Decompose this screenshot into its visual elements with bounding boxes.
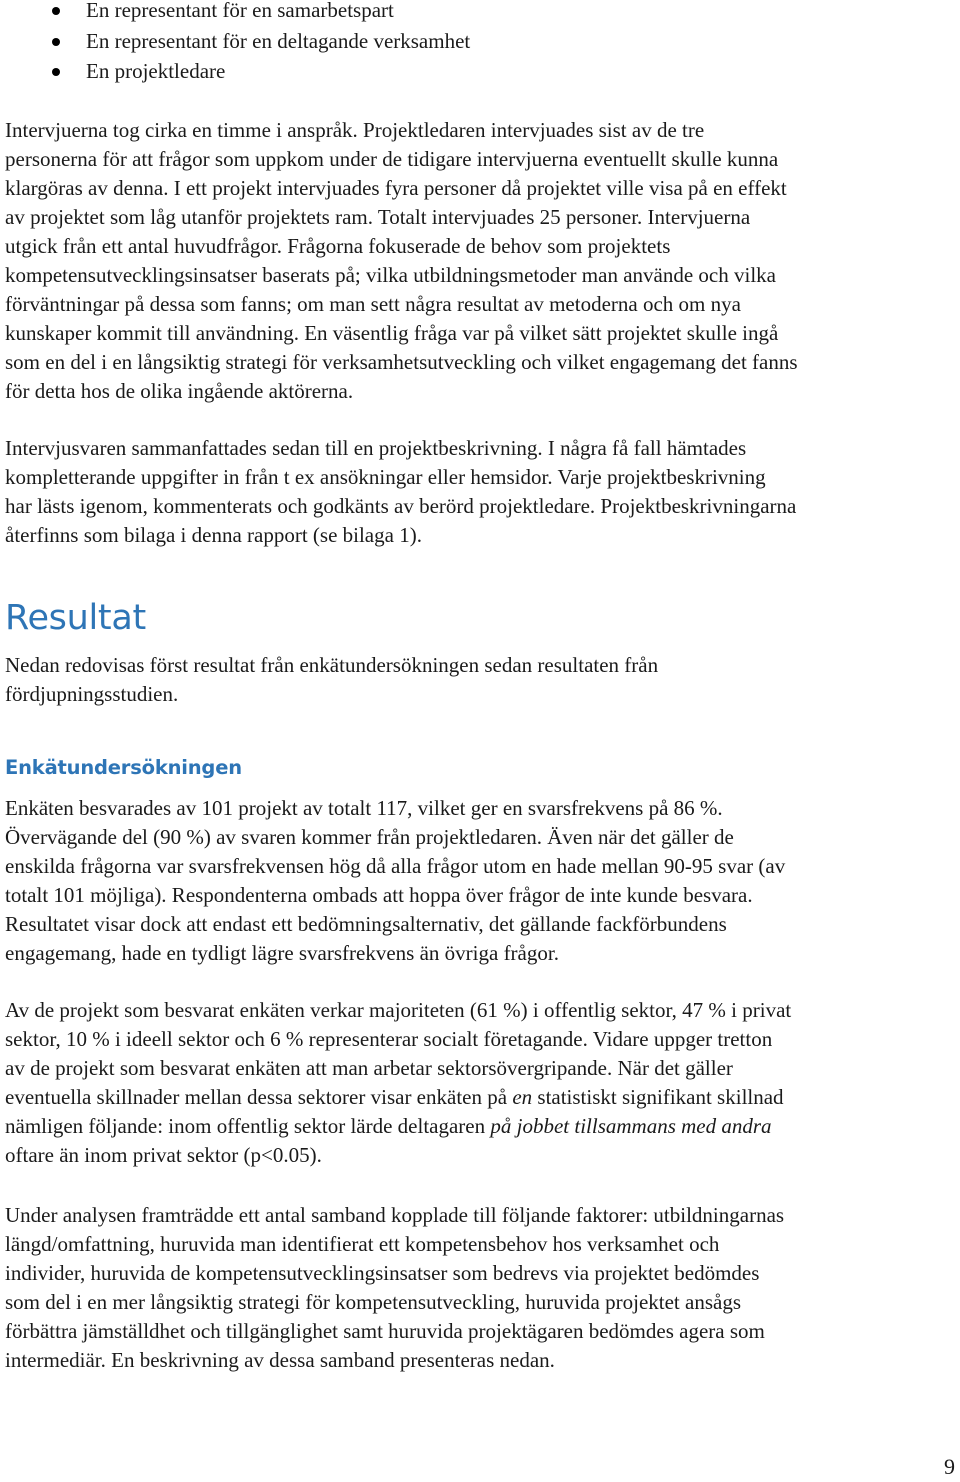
- paragraph-analysis: Under analysen framträdde ett antal samband kopplade till följande faktorer: utbildningarnas längd/omfattning, huruvida man identifierat ett kompetensbehov hos verksamhet och individer, huruvida de kompetensutvecklingsinsatser som bedrevs via projektet bedömdes som del i en mer långsiktig strategi för kompetensutveckling, huruvida projektet ansågs förbättra jämställdhet och tillgänglighet samt huruvida projektägaren bedömdes agera som intermediär. En beskrivning av dessa samband presenteras nedan.: [5, 1203, 785, 1372]
- emphasis-text: på jobbet tillsammans med andra: [490, 1114, 772, 1138]
- list-item: [0, 26, 470, 57]
- paragraph-project-descriptions: Intervjusvaren sammanfattades sedan till en projektbeskrivning. I några få fall hämtades kompletterande uppgifter in från t ex ansökningar eller hemsidor. Varje projektbeskrivning har lästs igenom, kommenterats och godkänts av berörd projektledare. Projektbeskrivningarna återfinns som bilaga i denna rapport (se bilaga 1).: [5, 436, 797, 547]
- list-item: [0, 56, 470, 87]
- text-run: statistiskt signifikant skillnad nämligen följande: inom offentlig sektor lärde deltagaren: [5, 1085, 784, 1138]
- bullet-icon: [52, 68, 60, 76]
- paragraph-survey-response: Enkäten besvarades av 101 projekt av totalt 117, vilket ger en svarsfrekvens på 86 %. Övervägande del (90 %) av svaren kommer från projektledaren. Även när det gäller de enskilda frågorna var svarsfrekvensen hög då alla frågor utom en hade mellan 90-95 svar (av totalt 101 möjliga). Respondenterna ombads att hoppa över frågor de inte kunde besvara. Resultatet visar dock att endast ett bedömningsalternativ, det gällande fackförbundens engagemang, hade en tydligt lägre svarsfrekvens än övriga frågor.: [5, 796, 786, 965]
- list-item-text: En representant för en deltagande verksamhet: [86, 28, 471, 53]
- heading-resultat: Resultat: [5, 598, 146, 638]
- list-item-text: En representant för en samarbetspart: [86, 0, 394, 22]
- bullet-icon: [52, 38, 60, 46]
- paragraph-results-intro: Nedan redovisas först resultat från enkätundersökningen sedan resultaten från fördjupningsstudien.: [5, 653, 659, 706]
- paragraph-interviews: Intervjuerna tog cirka en timme i anspråk. Projektledaren intervjuades sist av de tre personerna för att frågor som uppkom under de tidigare intervjuerna eventuellt skulle kunna klargöras av denna. I ett projekt intervjuades fyra personer då projektet ville visa på en effekt av projektet som låg utanför projektets ram. Totalt intervjuades 25 personer. Intervjuerna utgick från ett antal huvudfrågor. Frågorna fokuserade de behov som projektets kompetensutvecklingsinsatser baserats på; vilka utbildningsmetoder man använde och vilka förväntningar på dessa som fanns; om man sett några resultat av metoderna och om nya kunskaper kommit till användning. En väsentlig fråga var på vilket sätt projektet skulle ingå som en del i en långsiktig strategi för verksamhetsutveckling och vilket engagemang det fanns för detta hos de olika ingående aktörerna.: [5, 118, 798, 403]
- list-item-text: En projektledare: [86, 59, 226, 83]
- text-run: oftare än inom privat sektor (p<0.05).: [5, 1143, 322, 1167]
- list-item: [0, 0, 470, 26]
- heading-enkatundersokningen: Enkätundersökningen: [5, 756, 242, 779]
- bullet-list: [0, 0, 470, 87]
- text-run: Av de projekt som besvarat enkäten verkar majoriteten (61 %) i offentlig sektor, 47 % i privat sektor, 10 % i ideell sektor och 6 % representerar socialt företagande. Vidare uppger tretton av de projekt som besvarat enkäten att man arbetar sektorsövergripande. När det gäller eventuella skillnader mellan dessa sektorer visar enkäten på: [5, 998, 792, 1109]
- page-number: 9: [944, 1454, 955, 1479]
- bullet-icon: [52, 7, 60, 15]
- paragraph-sectors: [5, 996, 960, 1170]
- emphasis-text: en: [512, 1085, 533, 1109]
